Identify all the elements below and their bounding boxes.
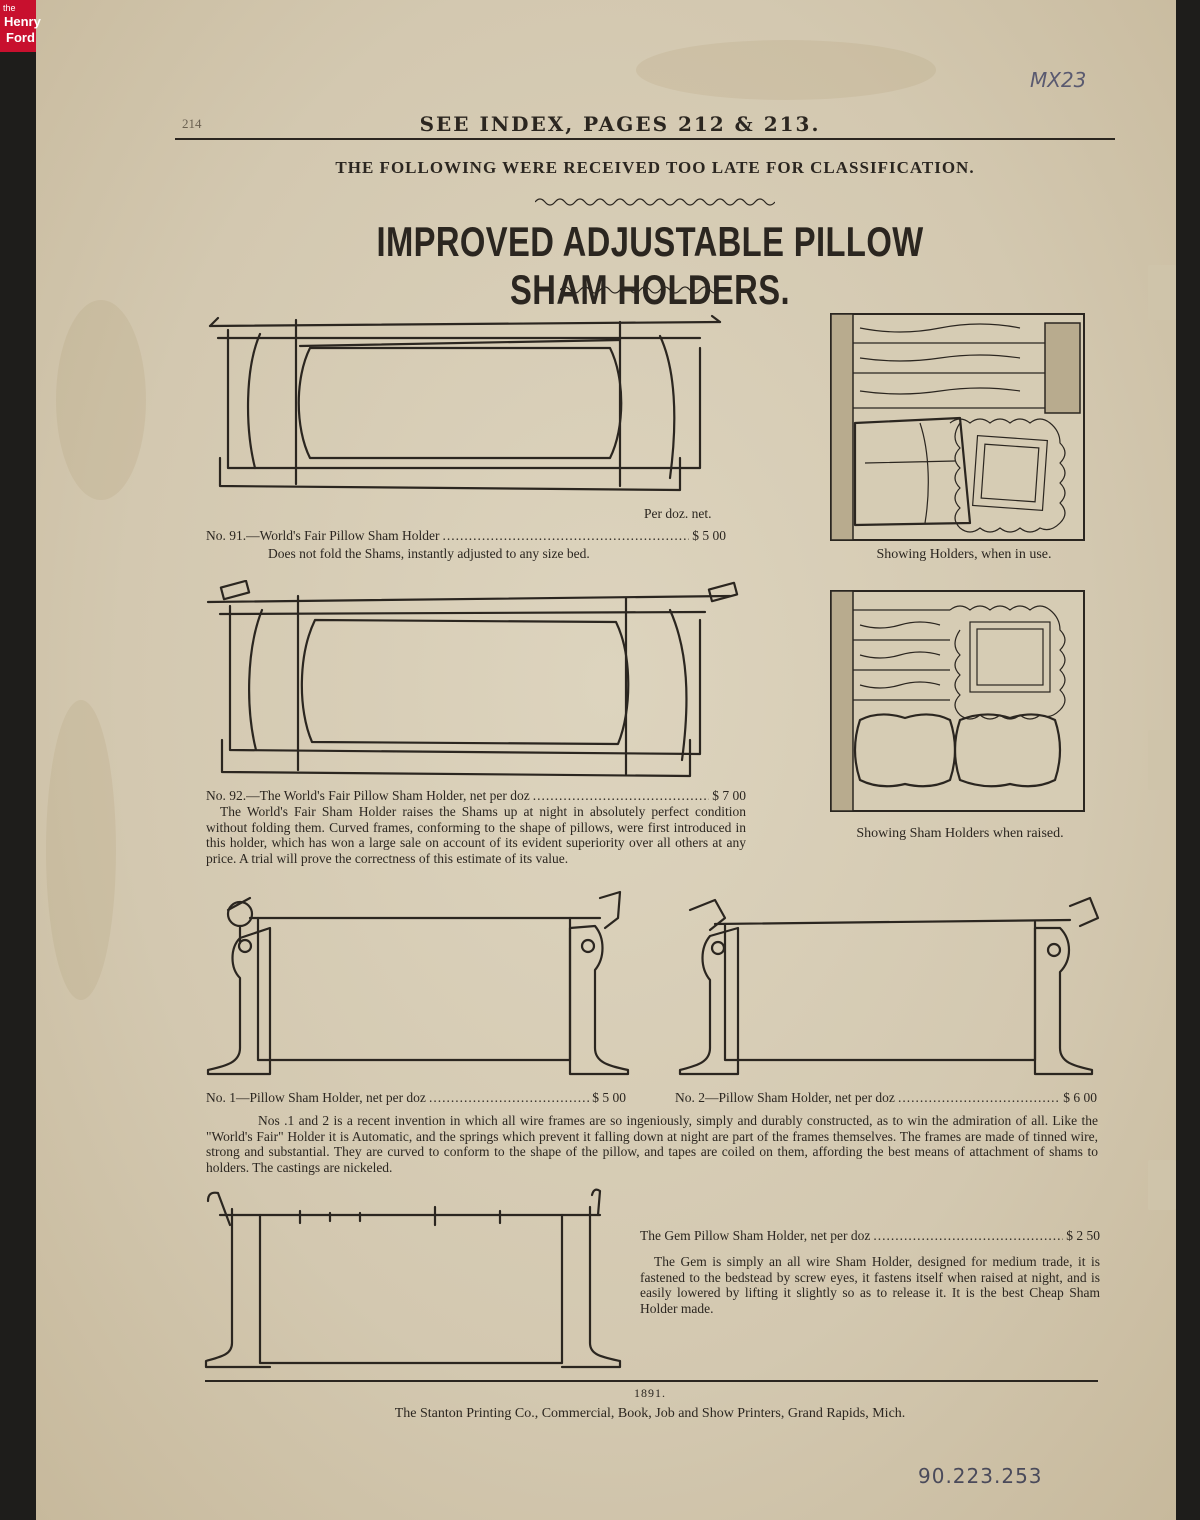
no2-price-line bbox=[675, 1090, 1097, 1105]
dot-leader bbox=[429, 1090, 589, 1105]
no92-price-line bbox=[206, 788, 746, 803]
caption-raised: Showing Sham Holders when raised. bbox=[856, 826, 1064, 841]
no91-price: $ 5 00 bbox=[692, 528, 726, 543]
no92-description: The World's Fair Sham Holder raises the Shams up at night in absolutely perfect condition without folding them. Curved frames, conforming to the shape of pillows, were first introduced in this holder, which has won a large sale on account of its evident superiority over all others at any price. A trial will prove the correctness of this estimate of its value. bbox=[206, 804, 746, 866]
no92-label: No. 92.—The World's Fair Pillow Sham Holder, net per doz bbox=[206, 788, 530, 803]
gem-price-line bbox=[640, 1228, 1100, 1243]
header-rule bbox=[175, 138, 1115, 140]
no92-price: $ 7 00 bbox=[712, 788, 746, 803]
page-title: IMPROVED ADJUSTABLE PILLOW SHAM HOLDERS. bbox=[376, 218, 924, 313]
footer-printer: The Stanton Printing Co., Commercial, Book, Job and Show Printers, Grand Rapids, Mich. bbox=[394, 1406, 906, 1421]
gem-price: $ 2 50 bbox=[1066, 1228, 1100, 1243]
holder-no91-illustration bbox=[200, 308, 730, 498]
footer-rule bbox=[205, 1380, 1098, 1382]
running-head: SEE INDEX, PAGES 212 & 213. bbox=[419, 112, 821, 136]
dot-leader bbox=[442, 528, 689, 543]
footer-year: 1891. bbox=[634, 1386, 666, 1400]
gem-description: The Gem is simply an all wire Sham Holder, designed for medium trade, it is fastened to the bedstead by screw eyes, it fastens itself when raised at night, and is easily lowered by lifting it slightly so as to release it. It is the best Cheap Sham Holder made. bbox=[640, 1254, 1100, 1316]
no1-label: No. 1—Pillow Sham Holder, net per doz bbox=[206, 1090, 426, 1105]
page-number: 214 bbox=[182, 116, 202, 131]
henry-ford-logo: the Henry Ford bbox=[0, 0, 36, 52]
caption-in-use: Showing Holders, when in use. bbox=[876, 547, 1052, 562]
gem-label: The Gem Pillow Sham Holder, net per doz bbox=[640, 1228, 871, 1243]
no2-label: No. 2—Pillow Sham Holder, net per doz bbox=[675, 1090, 895, 1105]
holder-no92-illustration bbox=[200, 580, 750, 785]
holder-no1-illustration bbox=[200, 888, 640, 1080]
subheading: THE FOLLOWING WERE RECEIVED TOO LATE FOR CLASSIFICATION. bbox=[335, 158, 975, 177]
gem-holder-illustration bbox=[200, 1185, 630, 1375]
dot-leader bbox=[533, 788, 709, 803]
no2-price: $ 6 00 bbox=[1063, 1090, 1097, 1105]
no1-price: $ 5 00 bbox=[592, 1090, 626, 1105]
handwritten-mark: MX23 bbox=[1030, 68, 1087, 92]
dot-leader bbox=[873, 1228, 1063, 1243]
accession-number: 90.223.253 bbox=[918, 1464, 1043, 1488]
no91-price-line bbox=[206, 528, 726, 543]
no1-price-line bbox=[206, 1090, 626, 1105]
no91-label: No. 91.—World's Fair Pillow Sham Holder bbox=[206, 528, 440, 543]
no91-note: Does not fold the Shams, instantly adjusted to any size bed. bbox=[268, 546, 590, 561]
holder-no2-illustration bbox=[670, 888, 1110, 1080]
bed-in-use-illustration bbox=[830, 313, 1085, 541]
wavy-ornament-top bbox=[535, 196, 775, 208]
bed-raised-illustration bbox=[830, 590, 1085, 812]
price-column-header: Per doz. net. bbox=[644, 506, 712, 521]
nos-description: Nos .1 and 2 is a recent invention in which all wire frames are so ingeniously, simply and durably constructed, as to win the admiration of all. Like the "World's Fair" Holder it is Automatic, and the springs which prevent it falling down at night are part of the frames themselves. The frames are made of tinned wire, strong and substantial. They are curved to conform to the shape of the pillow, and tapes are coiled on them, affording the best means of attachment of shams to holders. The castings are nickeled. bbox=[206, 1113, 1098, 1175]
dot-leader bbox=[898, 1090, 1060, 1105]
wavy-ornament-title bbox=[560, 284, 720, 296]
